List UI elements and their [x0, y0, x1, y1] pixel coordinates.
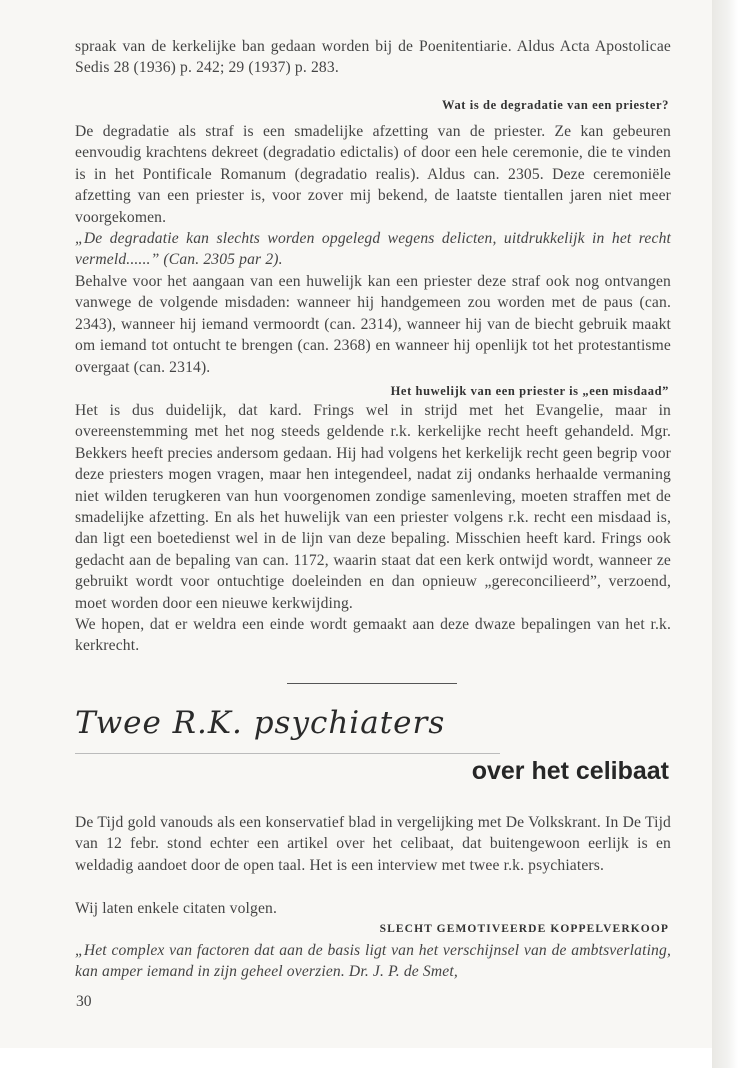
article-title-handwritten: Twee R.K. psychiaters — [75, 705, 446, 741]
paragraph-degradatie: De degradatie als straf is een smadelijke afzetting van de priester. Ze kan gebeuren eenvoudig krachtens dekreet (degradatio edictalis) of door een hele ceremonie, die te vinden is in het Pontificale Romanum (degradatio realis). Aldus can. 2305. Deze ceremoniële afzetting van een priester is, voor zover mij bekend, de laatste tientallen jaren niet meer voorgekomen. — [75, 123, 671, 226]
paragraph-frings: Het is dus duidelijk, dat kard. Frings wel in strijd met het Evangelie, maar in overeenstemming met het nog steeds geldende r.k. kerkelijke recht heeft gehandeld. Mgr. Bekkers heeft precies andersom gedaan. Hij had volgens het kerkelijk recht geen begrip voor deze priesters mogen vragen, maar hen integendeel, nadat zij ondanks herhaalde vermaning niet wilden terugkeren van hun voorgenomen zondige samenleving, moeten straffen met de smadelijke afzetting. En als het huwelijk van een priester volgens r.k. recht een misdaad is, dan ligt een boetedienst wel in de lijn van deze bepaling. Misschien heeft kard. Frings ook gedacht aan de bepaling van can. 1172, waarin staat dat een kerk ontwijd wordt, wanneer ze gebruikt wordt voor ontuchtige doeleinden en dan opnieuw „gereconcilieerd”, verzoend, moet worden door een nieuwe kerkwijding. — [75, 402, 671, 612]
quote-psychiaters: „Het complex van factoren dat aan de basis ligt van het verschijnsel van de ambtsverlating, kan amper iemand in zijn geheel overzien. Dr. J. P. de Smet, — [75, 942, 671, 981]
paragraph-behalve: Behalve voor het aangaan van een huwelijk kan een priester deze straf ook nog ontvangen vanwege de volgende misdaden: wanneer hij handgemeen zou worden met de paus (can. 2343), wanneer hij iemand vermoordt (can. 2314), wanneer hij van de biecht gebruik maakt om iemand tot ontucht te brengen (can. 2368) en wanneer hij openlijk tot het protestantisme overgaat (can. 2314). — [75, 273, 671, 376]
article-subtitle: over het celibaat — [471, 757, 669, 785]
paragraph-wish: We hopen, dat er weldra een einde wordt gemaakt aan deze dwaze bepalingen van het r.k. kerkrecht. — [75, 616, 671, 655]
paragraph-citaten: Wij laten enkele citaten volgen. — [75, 900, 278, 917]
quote-can-2305: „De degradatie kan slechts worden opgelegd wegens delicten, uitdrukkelijk in het recht vermeld......” (Can. 2305 par 2). — [75, 230, 671, 269]
paragraph-top: spraak van de kerkelijke ban gedaan worden bij de Poenitentiarie. Aldus Acta Apostolicae Sedis 28 (1936) p. 242; 29 (1937) p. 283. — [75, 38, 671, 77]
page-number: 30 — [76, 993, 92, 1010]
section-divider — [287, 683, 457, 684]
page-edge-right — [712, 0, 738, 1068]
heading-koppelverkoop: SLECHT GEMOTIVEERDE KOPPELVERKOOP — [379, 923, 669, 935]
title-underline — [75, 753, 500, 754]
page-edge-bottom — [0, 1048, 712, 1068]
heading-huwelijk-misdaad: Het huwelijk van een priester is „een misdaad” — [390, 384, 669, 398]
heading-degradatie: Wat is de degradatie van een priester? — [442, 98, 669, 112]
paragraph-intro: De Tijd gold vanouds als een konservatief blad in vergelijking met De Volkskrant. In De Tijd van 12 febr. stond echter een artikel over het celibaat, dat buitengewoon eerlijk is en weldadig aandoet door de open taal. Het is een interview met twee r.k. psychiaters. — [75, 814, 671, 874]
